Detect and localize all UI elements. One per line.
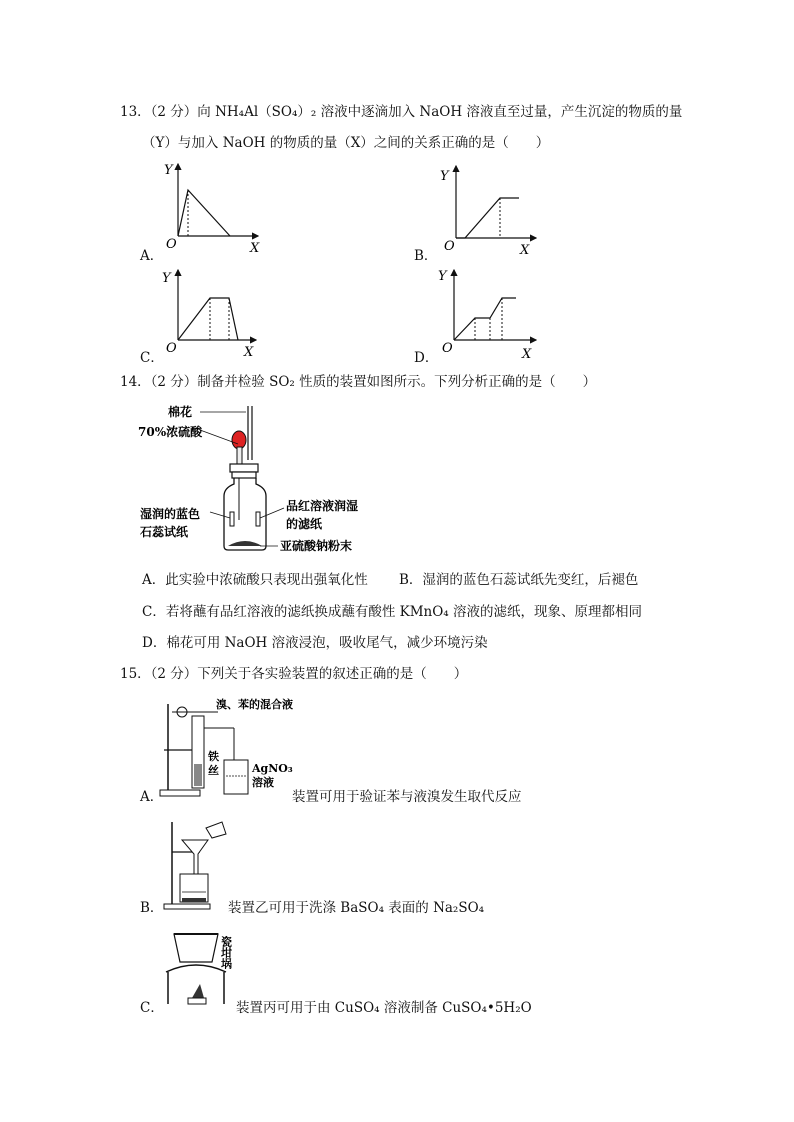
q14-option-a[interactable]: A．此实验中浓硫酸只表现出强氧化性 [142, 572, 368, 588]
q13-stem-line2: （Y）与加入 NaOH 的物质的量（X）之间的关系正确的是（ ） [142, 135, 550, 151]
q13-option-a[interactable]: A． [140, 248, 164, 264]
q13a-origin: O [166, 237, 177, 252]
q15-apparatus-c [158, 922, 248, 1008]
q13d-axis-y: Y [438, 269, 447, 284]
q13-graph-b [420, 160, 550, 260]
label-litmus-line2: 石蕊试纸 [140, 525, 189, 539]
label-powder: 亚硫酸钠粉末 [280, 539, 353, 553]
q13-option-b[interactable]: B． [414, 248, 438, 264]
q14-option-c[interactable]: C．若将蘸有品红溶液的滤纸换成蘸有酸性 KMnO₄ 溶液的滤纸，现象、原理都相同 [142, 604, 642, 620]
q13a-axis-x: X [250, 241, 260, 256]
q13-graph-a [140, 158, 270, 258]
label-agno3-line1: AgNO₃ [252, 762, 293, 775]
q14-option-d[interactable]: D．棉花可用 NaOH 溶液浸泡，吸收尾气，减少环境污染 [142, 635, 488, 651]
q13d-axis-x: X [522, 347, 532, 362]
q14-stem: 14．（2 分）制备并检验 SO₂ 性质的装置如图所示。下列分析正确的是（ ） [120, 374, 597, 390]
q13b-axis-y: Y [440, 169, 449, 184]
label-iron-line1: 铁 [208, 750, 219, 763]
q13c-origin: O [166, 341, 177, 356]
label-cotton: 棉花 [168, 405, 193, 419]
q13-option-d[interactable]: D． [414, 350, 439, 366]
label-pinkfilter-line2: 的滤纸 [286, 517, 323, 531]
label-pinkfilter-line1: 品红溶液润湿 [286, 499, 359, 513]
q14-apparatus-figure [138, 400, 378, 560]
q13-graph-d [420, 262, 550, 362]
q15-option-a-label[interactable]: A． [140, 789, 164, 805]
q15-apparatus-a [158, 698, 293, 800]
q13b-origin: O [444, 239, 455, 254]
label-bromine-benzene: 溴、苯的混合液 [216, 698, 293, 711]
q15-stem: 15．（2 分）下列关于各实验装置的叙述正确的是（ ） [120, 666, 468, 682]
q13c-axis-y: Y [162, 271, 171, 286]
q13d-origin: O [442, 341, 453, 356]
q13b-axis-x: X [520, 243, 530, 258]
label-iron-line2: 丝 [208, 764, 219, 777]
q13c-axis-x: X [244, 345, 254, 360]
q15-option-c-text: 装置丙可用于由 CuSO₄ 溶液制备 CuSO₄•5H₂O [236, 1000, 532, 1016]
q13a-axis-y: Y [164, 163, 173, 178]
label-acid: 70%浓硫酸 [138, 425, 203, 439]
q15-option-a-text: 装置可用于验证苯与液溴发生取代反应 [292, 789, 522, 805]
q15-option-b-text: 装置乙可用于洗涤 BaSO₄ 表面的 Na₂SO₄ [228, 900, 485, 916]
q13-option-c[interactable]: C． [140, 350, 164, 366]
label-agno3-line2: 溶液 [252, 776, 274, 789]
q15-apparatus-b [160, 818, 230, 912]
label-crucible: 瓷坩埚 [219, 936, 233, 969]
q15-option-b-label[interactable]: B． [140, 900, 164, 916]
q13-stem-line1: 13．（2 分）向 NH₄Al（SO₄）₂ 溶液中逐滴加入 NaOH 溶液直至过量，产生沉淀的物质的量 [120, 104, 683, 120]
q14-option-b[interactable]: B．湿润的蓝色石蕊试纸先变红，后褪色 [399, 572, 639, 588]
label-litmus-line1: 湿润的蓝色 [140, 507, 201, 521]
q15-option-c-label[interactable]: C． [140, 1000, 164, 1016]
